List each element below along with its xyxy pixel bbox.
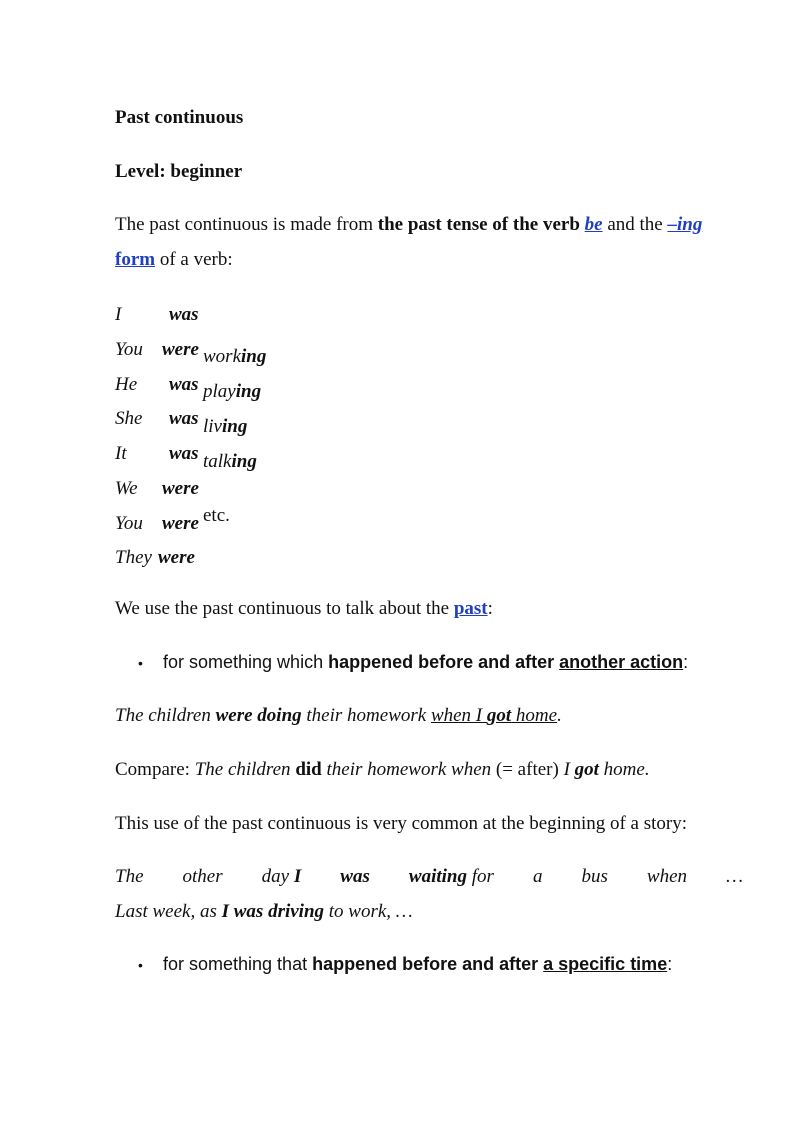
pronoun: You bbox=[115, 513, 143, 534]
ing-form-link-cont[interactable]: form bbox=[115, 249, 156, 270]
ing-form-link[interactable]: –ing bbox=[667, 214, 703, 235]
pronoun: They bbox=[115, 547, 152, 568]
bullet-dot: • bbox=[138, 655, 143, 671]
pronoun: I bbox=[115, 304, 122, 325]
auxiliary: was bbox=[169, 443, 199, 464]
example-sentence-1: The children were doing their homework when I got home. bbox=[115, 705, 562, 726]
auxiliary: were bbox=[158, 547, 195, 568]
auxiliary: was bbox=[169, 374, 199, 395]
bullet-item-1: for something which happened before and after another action: bbox=[163, 652, 689, 672]
intro-line-1: The past continuous is made from the past tense of the verb be and the –ing bbox=[115, 214, 703, 235]
compare-sentence: Compare: The children did their homework when (= after) I got home. bbox=[115, 759, 650, 780]
verb-form: playing bbox=[203, 381, 262, 402]
bullet-item-2: for something that happened before and after a specific time: bbox=[163, 954, 673, 974]
pronoun: She bbox=[115, 408, 143, 429]
verb-form: talking bbox=[203, 451, 257, 472]
page-title: Past continuous bbox=[115, 107, 244, 128]
story-note: This use of the past continuous is very common at the beginning of a story: bbox=[115, 813, 688, 834]
level-label: Level: beginner bbox=[115, 161, 243, 182]
be-link[interactable]: be bbox=[584, 214, 603, 235]
pronoun: He bbox=[115, 374, 138, 395]
pronoun: We bbox=[115, 478, 138, 499]
pronoun: It bbox=[115, 443, 127, 464]
past-link[interactable]: past bbox=[453, 598, 488, 619]
auxiliary: were bbox=[162, 513, 199, 534]
etc-text: etc. bbox=[203, 505, 230, 526]
verb-form: working bbox=[203, 346, 267, 367]
pronoun: You bbox=[115, 339, 143, 360]
story-example-2: Last week, as I was driving to work, … bbox=[115, 901, 413, 922]
bullet-dot: • bbox=[138, 957, 143, 973]
intro-line-2: form of a verb: bbox=[115, 249, 233, 270]
use-sentence: We use the past continuous to talk about the past: bbox=[115, 598, 493, 619]
auxiliary: were bbox=[162, 478, 199, 499]
verb-form: living bbox=[203, 416, 248, 437]
story-example-1: The other day I was waiting for a bus when … bbox=[115, 866, 743, 887]
auxiliary: was bbox=[169, 408, 199, 429]
auxiliary: was bbox=[169, 304, 199, 325]
auxiliary: were bbox=[162, 339, 199, 360]
